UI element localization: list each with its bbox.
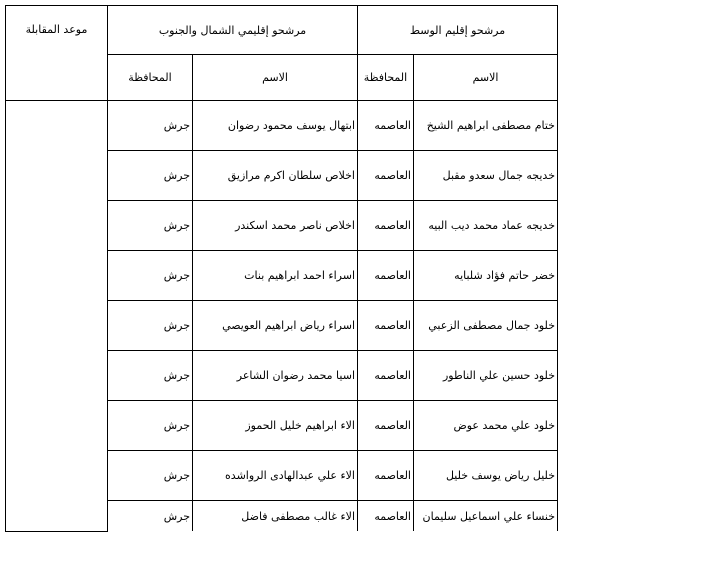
center-name-cell: خنساء علي اسماعيل سليمان — [414, 501, 558, 532]
center-name-cell: خديجه جمال سعدو مقبل — [414, 151, 558, 201]
north-south-governorate-cell: جرش — [108, 301, 193, 351]
north-south-region-header: مرشحو إقليمي الشمال والجنوب — [108, 6, 358, 55]
center-governorate-cell: العاصمه — [358, 451, 414, 501]
center-name-cell: خليل رياض يوسف خليل — [414, 451, 558, 501]
north-south-governorate-cell: جرش — [108, 501, 193, 532]
north-south-governorate-cell: جرش — [108, 401, 193, 451]
north-south-name-cell: الاء غالب مصطفى فاضل — [193, 501, 358, 532]
interview-date-cell — [6, 101, 108, 532]
center-governorate-cell: العاصمه — [358, 501, 414, 532]
north-south-name-cell: اخلاص ناصر محمد اسكندر — [193, 201, 358, 251]
north-south-governorate-cell: جرش — [108, 151, 193, 201]
north-south-governorate-cell: جرش — [108, 351, 193, 401]
center-region-header: مرشحو إقليم الوسط — [358, 6, 558, 55]
table-row — [6, 101, 558, 151]
north-south-name-cell: اخلاص سلطان اكرم مرازيق — [193, 151, 358, 201]
north-south-name-cell: الاء ابراهيم خليل الحموز — [193, 401, 358, 451]
center-governorate-cell: العاصمه — [358, 401, 414, 451]
center-name-cell: خديجه عماد محمد ديب البيه — [414, 201, 558, 251]
center-governorate-cell: العاصمه — [358, 301, 414, 351]
north-south-governorate-cell: جرش — [108, 101, 193, 151]
center-name-cell: ختام مصطفى ابراهيم الشيخ — [414, 101, 558, 151]
north-south-name-cell: اسراء احمد ابراهيم بنات — [193, 251, 358, 301]
center-name-cell: خلود علي محمد عوض — [414, 401, 558, 451]
center-governorate-cell: العاصمه — [358, 101, 414, 151]
north-south-name-cell: الاء علي عبدالهادى الرواشده — [193, 451, 358, 501]
north-south-name-cell: اسيا محمد رضوان الشاعر — [193, 351, 358, 401]
north-south-governorate-cell: جرش — [108, 451, 193, 501]
center-name-cell: خضر حاتم فؤاد شلبايه — [414, 251, 558, 301]
north-south-governorate-cell: جرش — [108, 201, 193, 251]
center-governorate-cell: العاصمه — [358, 351, 414, 401]
north-south-governorate-header: المحافظة — [108, 55, 193, 101]
north-south-name-header: الاسم — [193, 55, 358, 101]
center-governorate-header: المحافظة — [358, 55, 414, 101]
center-governorate-cell: العاصمه — [358, 151, 414, 201]
interview-date-header: موعد المقابلة — [6, 6, 108, 101]
north-south-governorate-cell: جرش — [108, 251, 193, 301]
center-name-cell: خلود حسين علي الناطور — [414, 351, 558, 401]
north-south-name-cell: اسراء رياض ابراهيم العويصي — [193, 301, 358, 351]
center-name-header: الاسم — [414, 55, 558, 101]
center-governorate-cell: العاصمه — [358, 201, 414, 251]
center-name-cell: خلود جمال مصطفى الزعبي — [414, 301, 558, 351]
center-governorate-cell: العاصمه — [358, 251, 414, 301]
north-south-name-cell: ابتهال يوسف محمود رضوان — [193, 101, 358, 151]
header-row-groups — [6, 6, 558, 55]
candidates-table — [5, 5, 558, 532]
